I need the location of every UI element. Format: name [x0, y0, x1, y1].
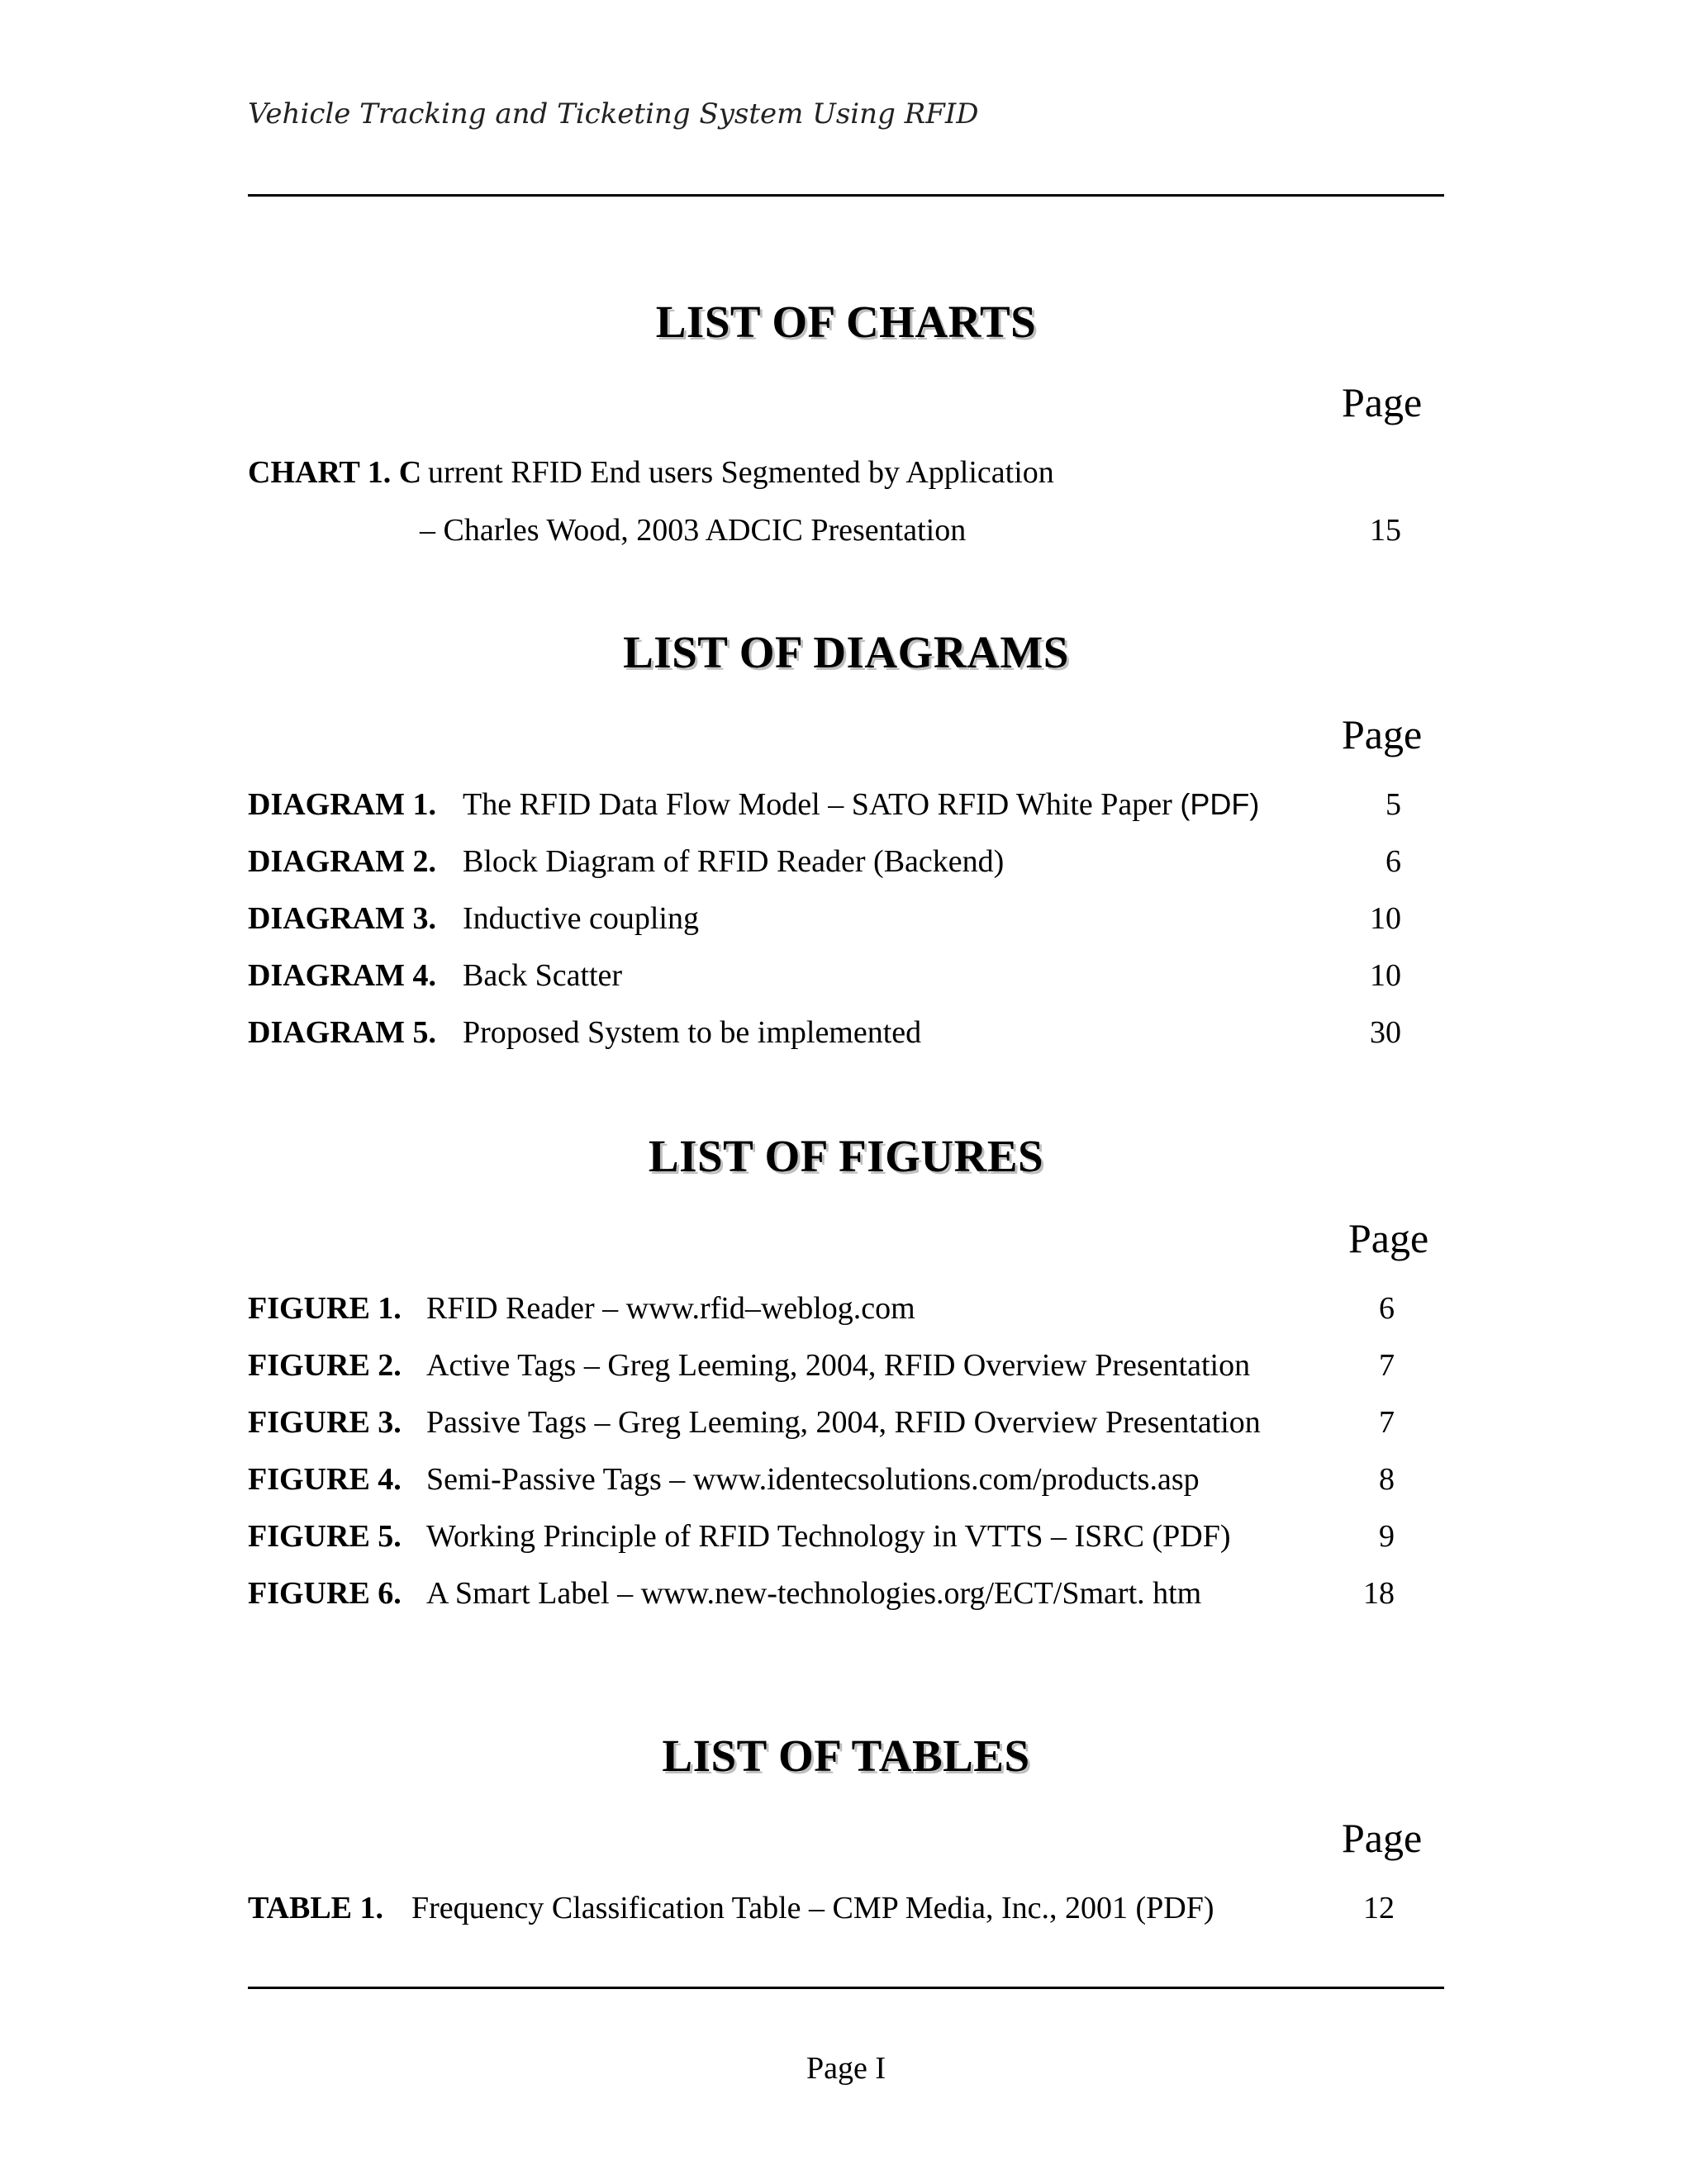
- diagram-entry-page: 10: [1370, 958, 1401, 993]
- diagram-entry-text: Inductive coupling: [463, 901, 699, 936]
- footer-rule: [248, 1987, 1444, 1989]
- figure-entry-text: Semi-Passive Tags – www.identecsolutions.com/products.asp: [426, 1462, 1200, 1497]
- figure-entry-text: Passive Tags – Greg Leeming, 2004, RFID Overview Presentation: [426, 1405, 1261, 1440]
- diagrams-title: LIST OF DIAGRAMS: [623, 627, 1069, 677]
- diagram-entry-text: The RFID Data Flow Model – SATO RFID White Paper: [463, 787, 1181, 822]
- figure-entry-label: FIGURE 3.: [248, 1405, 402, 1440]
- diagram-entry-label: DIAGRAM 5.: [248, 1015, 436, 1050]
- diagram-entry-text-suffix: (PDF): [1180, 787, 1260, 821]
- header-rule: [248, 194, 1444, 197]
- diagram-entry-page: 6: [1385, 844, 1401, 879]
- figures-page-heading: Page: [1348, 1215, 1429, 1261]
- figures-title: LIST OF FIGURES: [648, 1131, 1044, 1181]
- table-entry-label: TABLE 1.: [248, 1891, 384, 1925]
- diagram-entry-page: 30: [1370, 1015, 1401, 1050]
- diagram-entry-label: DIAGRAM 3.: [248, 901, 436, 936]
- diagram-entry-label: DIAGRAM 2.: [248, 844, 436, 879]
- figure-entry-text: RFID Reader – www.rfid–weblog.com: [426, 1291, 915, 1326]
- table-entry-page: 12: [1363, 1891, 1395, 1925]
- page-number: Page I: [806, 2051, 886, 2086]
- diagrams-page-heading: Page: [1342, 711, 1423, 757]
- diagram-entry-text-wrap: [463, 786, 1259, 823]
- tables-page-heading: Page: [1342, 1815, 1423, 1861]
- chart-entry-source: – Charles Wood, 2003 ADCIC Presentation: [420, 513, 967, 548]
- figure-entry-page: 7: [1379, 1405, 1395, 1440]
- figure-entry-label: FIGURE 1.: [248, 1291, 402, 1326]
- running-header: Vehicle Tracking and Ticketing System Using RFID: [248, 97, 979, 131]
- figure-entry-label: FIGURE 2.: [248, 1348, 402, 1383]
- charts-title: LIST OF CHARTS: [655, 297, 1037, 347]
- figure-entry-label: FIGURE 5.: [248, 1519, 402, 1554]
- diagram-entry-text: Back Scatter: [463, 958, 623, 993]
- figure-entry-page: 18: [1363, 1576, 1395, 1611]
- chart-entry-text: urrent RFID End users Segmented by Application: [428, 455, 1054, 490]
- figure-entry-label: FIGURE 4.: [248, 1462, 402, 1497]
- diagram-entry-label: DIAGRAM 1.: [248, 787, 436, 822]
- figure-entry-text: Active Tags – Greg Leeming, 2004, RFID Overview Presentation: [426, 1348, 1251, 1383]
- figure-entry-text: A Smart Label – www.new-technologies.org/ECT/Smart. htm: [426, 1576, 1202, 1611]
- diagram-entry-text: Block Diagram of RFID Reader (Backend): [463, 844, 1005, 879]
- diagram-entry-label: DIAGRAM 4.: [248, 958, 436, 993]
- figure-entry-page: 7: [1379, 1348, 1395, 1383]
- diagram-entry-page: 5: [1385, 787, 1401, 822]
- figure-entry-text: Working Principle of RFID Technology in VTTS – ISRC (PDF): [426, 1519, 1231, 1554]
- charts-page-heading: Page: [1342, 379, 1423, 425]
- figure-entry-page: 9: [1379, 1519, 1395, 1554]
- diagram-entry-text: Proposed System to be implemented: [463, 1015, 922, 1050]
- tables-title: LIST OF TABLES: [662, 1731, 1030, 1781]
- figure-entry-page: 8: [1379, 1462, 1395, 1497]
- chart-entry-page: 15: [1370, 513, 1401, 548]
- table-entry-text: Frequency Classification Table – CMP Media, Inc., 2001 (PDF): [411, 1891, 1214, 1925]
- diagram-entry-page: 10: [1370, 901, 1401, 936]
- chart-entry-label: CHART 1. C: [248, 455, 422, 490]
- figure-entry-label: FIGURE 6.: [248, 1576, 402, 1611]
- figure-entry-page: 6: [1379, 1291, 1395, 1326]
